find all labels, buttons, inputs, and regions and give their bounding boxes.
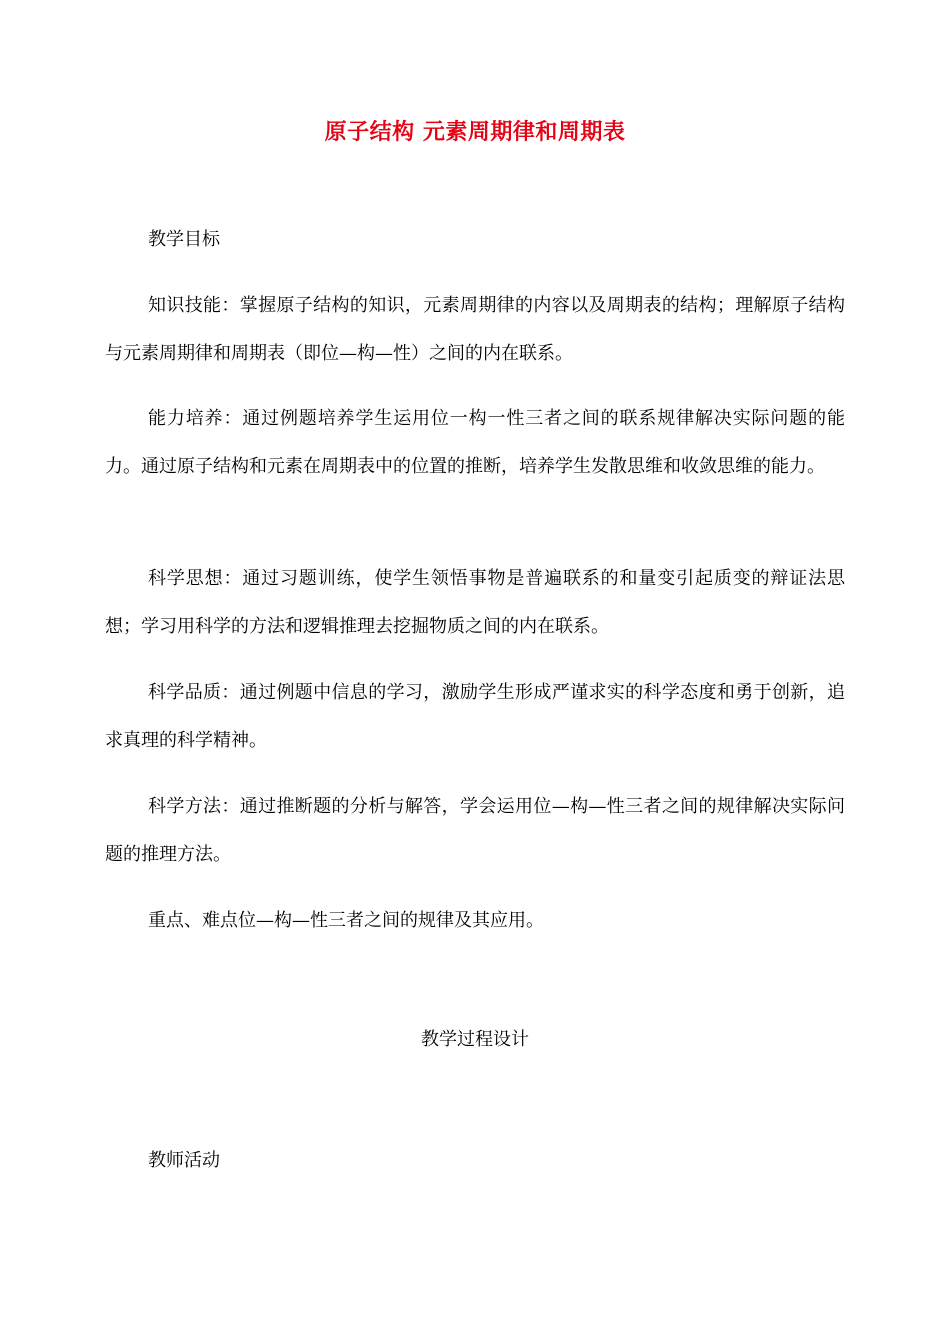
- paragraph-knowledge-skills: 知识技能：掌握原子结构的知识，元素周期律的内容以及周期表的结构；理解原子结构与元素周期律和周期表（即位—构—性）之间的内在联系。: [105, 295, 845, 364]
- process-heading: 教学过程设计: [421, 1029, 529, 1050]
- section-heading-objectives: 教学目标: [148, 229, 220, 250]
- paragraph-key-difficulties: 重点、难点位—构—性三者之间的规律及其应用。: [148, 910, 544, 931]
- teacher-activity-heading: 教师活动: [148, 1150, 220, 1171]
- paragraph-scientific-method: 科学方法：通过推断题的分析与解答，学会运用位—构—性三者之间的规律解决实际问题的推理方法。: [105, 796, 845, 865]
- paragraph-scientific-quality: 科学品质：通过例题中信息的学习，激励学生形成严谨求实的科学态度和勇于创新，追求真理的科学精神。: [105, 682, 845, 751]
- paragraph-ability-training: 能力培养：通过例题培养学生运用位一构一性三者之间的联系规律解决实际问题的能力。通过原子结构和元素在周期表中的位置的推断，培养学生发散思维和收敛思维的能力。: [105, 408, 845, 477]
- document-title: 原子结构 元素周期律和周期表: [324, 119, 626, 145]
- paragraph-scientific-thought: 科学思想：通过习题训练，使学生领悟事物是普遍联系的和量变引起质变的辩证法思想；学习用科学的方法和逻辑推理去挖掘物质之间的内在联系。: [105, 568, 845, 637]
